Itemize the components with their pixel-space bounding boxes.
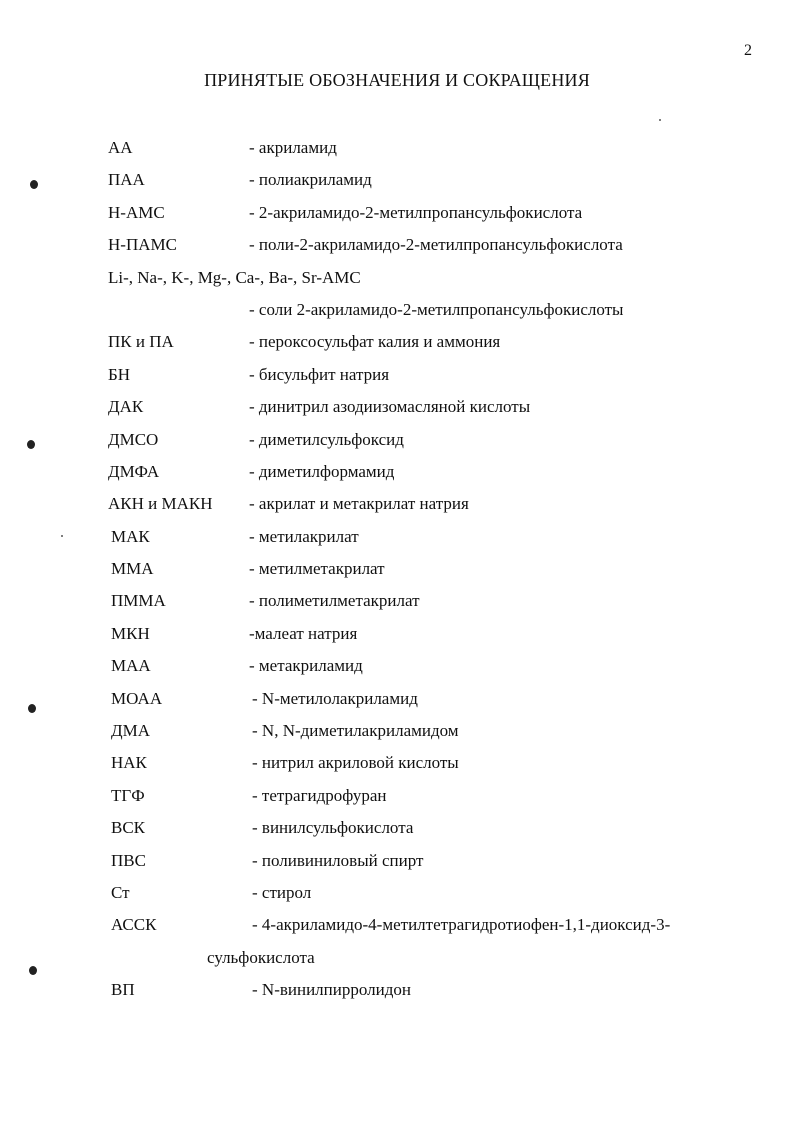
list-item bbox=[0, 812, 794, 844]
abbreviation: АССК bbox=[111, 915, 157, 935]
definition: - тетрагидрофуран bbox=[252, 785, 387, 805]
definition: - нитрил акриловой кислоты bbox=[252, 753, 459, 773]
page-number: 2 bbox=[744, 42, 752, 59]
list-item bbox=[0, 164, 794, 196]
list-item bbox=[0, 488, 794, 520]
list-item bbox=[0, 845, 794, 877]
abbreviation: ВП bbox=[111, 980, 135, 1000]
abbreviation: БН bbox=[108, 364, 131, 384]
abbreviation: ПВС bbox=[111, 850, 146, 870]
definition: - метилметакрилат bbox=[249, 559, 385, 579]
list-item bbox=[0, 229, 794, 261]
punch-hole-mark bbox=[30, 180, 38, 189]
list-item bbox=[0, 553, 794, 585]
abbreviation: ДАК bbox=[108, 397, 144, 417]
list-item bbox=[0, 359, 794, 391]
abbreviation: Ст bbox=[111, 882, 130, 902]
list-item bbox=[0, 132, 794, 164]
list-item bbox=[0, 585, 794, 617]
definition: - винилсульфокислота bbox=[252, 818, 414, 838]
definition: - N-винилпирролидон bbox=[252, 980, 411, 1000]
abbreviation: ММА bbox=[111, 559, 154, 579]
list-item bbox=[0, 262, 794, 294]
definition: - 4-акриламидо-4-метилтетрагидротиофен-1,1-диоксид-3- bbox=[252, 915, 671, 935]
list-item bbox=[0, 747, 794, 779]
definition: - метилакрилат bbox=[249, 526, 359, 546]
definition-continuation: сульфокислота bbox=[207, 947, 315, 967]
list-item bbox=[0, 877, 794, 909]
list-item bbox=[0, 909, 794, 941]
definition: - бисульфит натрия bbox=[249, 364, 390, 384]
abbreviation: ТГФ bbox=[111, 785, 145, 805]
definition: - поливиниловый спирт bbox=[252, 850, 424, 870]
abbreviation-group: Li-, Na-, K-, Mg-, Ca-, Ba-, Sr-АМС bbox=[108, 267, 361, 287]
definition: - диметилсульфоксид bbox=[249, 429, 404, 449]
list-item bbox=[0, 780, 794, 812]
definition: - динитрил азодиизомасляной кислоты bbox=[249, 397, 531, 417]
scan-speck bbox=[659, 119, 661, 121]
abbreviation: ДМА bbox=[111, 721, 150, 741]
list-item bbox=[0, 294, 794, 326]
abbreviation: ПК и ПА bbox=[108, 332, 174, 352]
abbreviation: ВСК bbox=[111, 818, 146, 838]
definition: - 2-акриламидо-2-метилпропансульфокислота bbox=[249, 202, 583, 222]
list-item bbox=[0, 683, 794, 715]
abbreviation: ДМФА bbox=[108, 461, 160, 481]
definition: -малеат натрия bbox=[249, 623, 358, 643]
page-title: ПРИНЯТЫЕ ОБОЗНАЧЕНИЯ И СОКРАЩЕНИЯ bbox=[204, 70, 590, 90]
definition: - N-метилолакриламид bbox=[252, 688, 418, 708]
abbreviation: МАА bbox=[111, 656, 151, 676]
list-item bbox=[0, 715, 794, 747]
abbreviation: ПММА bbox=[111, 591, 166, 611]
definition: - метакриламид bbox=[249, 656, 363, 676]
abbreviation: ПАА bbox=[108, 170, 145, 190]
scan-speck bbox=[61, 535, 63, 537]
list-item bbox=[0, 521, 794, 553]
abbreviation: ДМСО bbox=[108, 429, 159, 449]
definition: - соли 2-акриламидо-2-метилпропансульфокислоты bbox=[249, 299, 624, 319]
abbreviation: МОАА bbox=[111, 688, 163, 708]
abbreviation: Н-ПАМС bbox=[108, 235, 177, 255]
definition: - пероксосульфат калия и аммония bbox=[249, 332, 501, 352]
definition: - N, N-диметилакриламидом bbox=[252, 721, 459, 741]
punch-hole-mark bbox=[29, 966, 37, 975]
list-item bbox=[0, 391, 794, 423]
definition: - полиакриламид bbox=[249, 170, 372, 190]
definition: - стирол bbox=[252, 882, 312, 902]
list-item bbox=[0, 456, 794, 488]
abbreviation: Н-АМС bbox=[108, 202, 165, 222]
list-item bbox=[0, 942, 794, 974]
definition: - поли-2-акриламидо-2-метилпропансульфокислота bbox=[249, 235, 623, 255]
punch-hole-mark bbox=[27, 440, 35, 449]
abbreviation: АА bbox=[108, 138, 133, 157]
abbreviation: МАК bbox=[111, 526, 150, 546]
definition: - акрилат и метакрилат натрия bbox=[249, 494, 469, 514]
abbreviation: МКН bbox=[111, 623, 150, 643]
abbreviation: АКН и МАКН bbox=[108, 494, 213, 514]
abbreviation-list bbox=[0, 132, 794, 1007]
list-item bbox=[0, 650, 794, 682]
definition: - акриламид bbox=[249, 138, 337, 157]
abbreviation: НАК bbox=[111, 753, 147, 773]
punch-hole-mark bbox=[28, 704, 36, 713]
list-item bbox=[0, 618, 794, 650]
list-item bbox=[0, 326, 794, 358]
list-item bbox=[0, 974, 794, 1006]
definition: - диметилформамид bbox=[249, 461, 395, 481]
definition: - полиметилметакрилат bbox=[249, 591, 420, 611]
list-item bbox=[0, 197, 794, 229]
list-item bbox=[0, 424, 794, 456]
